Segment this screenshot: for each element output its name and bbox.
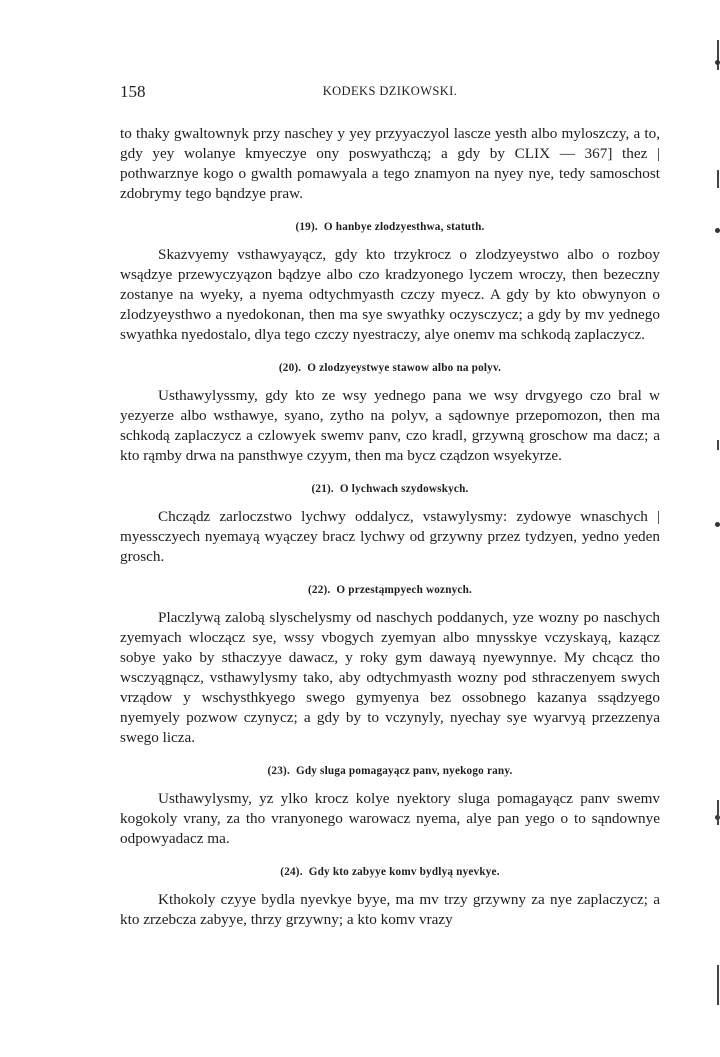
- paragraph-21: Chcządz zarloczstwo lychwy oddalycz, vstawylysmy: zydowye wnaschych | myessczyech nyemayą wyączey bracz lychwy od grzywny przez tydzyen, yedno yeden grosch.: [120, 508, 660, 565]
- paragraph-continuation: to thaky gwaltownyk przy naschey y yey przyyaczyol lascze yesth albo myloszczy, a to, gdy yey wolanye kmyeczye ony poswyathczą; a gdy by CLIX — 367] thez | pothwarznye kogo o gwalth pomawyala a tego znamyon na nyey nye, tedy samoschost zdobrymy tego bąndzye praw.: [120, 125, 660, 202]
- paragraph-19: Skazvyemy vsthawyayącz, gdy kto trzykrocz o zlodzyeystwo albo o rozboy wsądzye przewyczyązon bądzye albo czo kradzyonego lyczem wroczy, then bezeczny zostanye na wyeky, a nyema odtychmyasth czczy myecz. A gdy by kto obwynyon o zlodzyeysthwo a nyedokonan, then ma sye swyathky oczysczycz; a gdy by mv yednego swyathka nyedostalo, dlya tego czczy nyestraczy, alye onemv ma schkodą zaplaczycz.: [120, 246, 660, 343]
- paragraph-24: Kthokoly czyye bydla nyevkye byye, ma mv trzy grzywny za nye zaplaczycz; a kto zrzebcza zabyye, thrzy grzywny; a kto komv vrazy: [120, 891, 660, 928]
- paragraph-22: Placzlywą zalobą slyschelysmy od naschych poddanych, yze wozny po naschych zyemyach wloczącz sye, wssy vbogych zyemyan albo mnysskye vczyskayą, kazącz sobye yako by sthaczyye dawacz, y roky gym dawayą nyewynnye. My chcącz tho wsczyągnącz, vsthawylysmy tako, aby odtychmyasth wozny pod sthraczenyem swych vrządow y wschysthkyego swego gymyenya bez ossobnego kazanya ssądzyego nyemyely pozwow czynycz; a gdy by to vczynyly, nyechay sye wyarvyą przezzenya swego licza.: [120, 609, 660, 746]
- section-title: Gdy sluga pomagayącz panv, nyekogo rany.: [295, 765, 513, 777]
- page: [120, 82, 660, 930]
- paragraph-23: Usthawylysmy, yz ylko krocz kolye nyektory sluga pomagayącz panv swemv kogokoly vrany, za tho vranyonego warowacz nyema, alye pan yego o to sąndownye odpowyadacz ma.: [120, 790, 660, 847]
- edge-mark: [715, 60, 720, 65]
- section-heading-21: [120, 483, 660, 495]
- edge-mark: [717, 40, 719, 70]
- header-title: KODEKS DZIKOWSKI.: [322, 84, 458, 98]
- section-number: (24).: [280, 866, 303, 878]
- section-heading-19: [120, 221, 660, 233]
- section-title: O lychwach szydowskych.: [339, 483, 469, 495]
- section-title: O hanbye zlodzyesthwa, statuth.: [323, 221, 485, 233]
- section-heading-24: [120, 866, 660, 878]
- section-heading-22: [120, 584, 660, 596]
- running-head: [120, 82, 660, 106]
- page-number: 158: [120, 82, 146, 101]
- section-number: (20).: [278, 362, 302, 374]
- paragraph-20: Usthawylyssmy, gdy kto ze wsy yednego pana we wsy drvgyego czo bral w yezyerze albo wsthawye, syano, zytho na polyv, a sądownye przepomozon, then ma schkodą zaplaczycz a czlowyek swemv panv, czo kradl, grzywną groschow ma dacz; a kto rąmby drwa na pansthwye czyym, then ma bycz cządzon wsyekyrze.: [120, 387, 660, 464]
- section-heading-20: [120, 362, 660, 374]
- section-number: (23).: [267, 765, 290, 777]
- edge-mark: [717, 170, 719, 188]
- edge-mark: [717, 965, 719, 1005]
- section-number: (22).: [307, 584, 331, 596]
- scan-edge-marks: [714, 0, 720, 1057]
- section-number: (21).: [311, 483, 334, 495]
- section-number: (19).: [295, 221, 318, 233]
- edge-mark: [717, 800, 719, 825]
- section-title: O przestąmpyech woznych.: [336, 584, 473, 596]
- edge-mark: [715, 522, 720, 527]
- edge-mark: [715, 228, 720, 233]
- edge-mark: [717, 440, 719, 450]
- section-title: Gdy kto zabyye komv bydlyą nyevkye.: [308, 866, 500, 878]
- section-title: O zlodzyeystwye stawow albo na polyv.: [307, 362, 502, 374]
- section-heading-23: [120, 765, 660, 777]
